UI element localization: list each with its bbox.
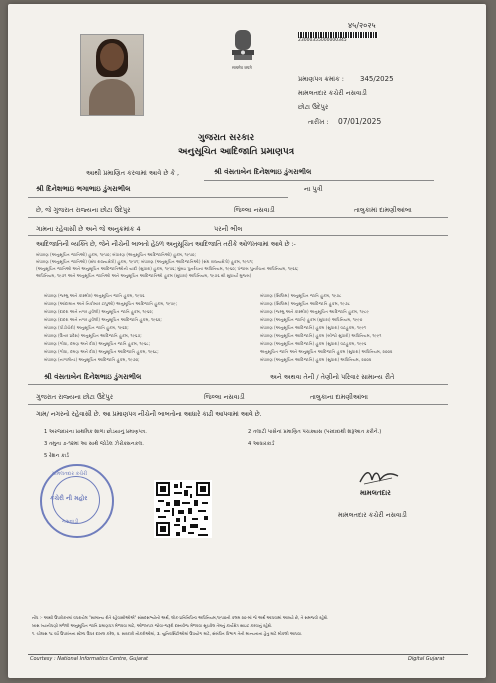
date-label: તારીખ : bbox=[308, 118, 329, 126]
taluka-text-2: તાલુકાના દામણીઆંબા bbox=[310, 393, 368, 401]
list-left-item: બંધારણ (નાગાલેન્ડ) અનુસૂચિત આદિજાતિ હુકમ, ૧૯૭૦; bbox=[44, 357, 140, 362]
district-text-2: જિલ્લા નસવાડી bbox=[204, 393, 245, 401]
document-item: 3 તમુના ૭-૧૨માં આ સાથે જોડેલ ઝેરોક્સનકલ. bbox=[44, 441, 144, 447]
list-right-item: અનુસૂચિત જાતિ અને અનુસૂચિત આદિજાતિ હુકમ (સુધારા) અધિનિયમ, ૨૦૦૨ bbox=[260, 349, 393, 354]
note-line: નોંધ :- આથી ઉપરોક્તમાં વપરાયેલ "સામાન્ય રીતે રહેવાસીઓએ" સંસદસભ્યોનો અર્થ, લોક-પ્રતિનિધિત્વ અધિનિયમ,૧૯૫૦ની કલમ ૨૦-માં જે અર્થ આપવામાં આવ્યો છે, તે સમજવો રહેશે. bbox=[32, 615, 329, 620]
list-right-item: બંધારણ (અનુસૂચિત જાતિ) હુકમ (સુધારા) અધિનિયમ, ૧૯૯૦ bbox=[260, 317, 363, 322]
tribe-recognition-text: આદિજાતિની વ્યક્તિ છે, જેને નીચેની બાબતો હેઠળ અનુસૂચિત આદિજાતિ તરીકે ઓળખવામાં આવે છે :- bbox=[36, 241, 296, 248]
list-right-item: બંધારણ (અનુસૂચિત આદિજાતિ) હુકમ (સુધારા) વટહુકમ, ૧૯૯૬ bbox=[260, 341, 367, 346]
taluka-text: તાલુકામાં દામણીઆંબા bbox=[354, 206, 412, 214]
state-district-text: છે, જે ગુજરાત રાજ્યના છોટા ઉદેપુર bbox=[36, 206, 131, 214]
family-text: અને અથવા તેની / તેણીનો પરિવાર સામાન્ય રીતે bbox=[270, 373, 395, 381]
list-right-item: બંધારણ (અનુસૂચિત આદિજાતિ) હુકમ (સુધારા) અધિનિયમ, ૨૦૦૨ bbox=[260, 357, 372, 362]
title-line1: ગુજરાત સરકાર bbox=[198, 133, 255, 143]
cert-no-label: પ્રમાણપત્ર ક્રમાંક : bbox=[298, 75, 344, 83]
list-right-item: બંધારણ (અનુસૂચિત આદિજાતિ) હુકમ (બીજો સુધારો) અધિનિયમ, ૧૯૯૧ bbox=[260, 333, 382, 338]
document-item: 5 રેશન કાર્ડ bbox=[44, 453, 69, 459]
applicant-photo bbox=[80, 34, 144, 116]
list-right-item: બંધારણ (સિક્કિમ) અનુસૂચિત આદિજાતિ હુકમ, ૧૯૭૮ bbox=[260, 301, 351, 306]
list-left-item: બંધારણ (પોંડીચેરી) અનુસૂચિત જાતિ હુકમ, ૧૯૬૪; bbox=[44, 325, 129, 330]
barcode-number: 23000355000000345 bbox=[298, 38, 347, 43]
signature-icon bbox=[358, 466, 402, 488]
office-seal: મામલતદાર કચેરી કચેરી ની મહોર નસવાડી bbox=[40, 464, 114, 538]
list-left-item: બંધારણ (દાદરા અને નગર હવેલી) અનુસૂચિત જાતિ હુકમ, ૧૯૬૨; bbox=[44, 309, 154, 314]
footer-brand: Digital Gujarat bbox=[408, 656, 445, 662]
emblem-text: सत्यमेव जयते bbox=[232, 65, 252, 70]
order-text-1: બંધારણ (અનુસૂચિત જાતિઓ) હુકમ, ૧૯૫૦; બંધારણ (અનુસૂચિત આદિજાતિઓ) હુકમ, ૧૯૫૦; bbox=[36, 252, 196, 257]
document-item: 1 અરજદારના પ્રાથમિક શાળા છોડયાનું પ્રમાણપત્ર. bbox=[44, 429, 147, 435]
applicant-name-repeat: શ્રી વંસતાબેન દિનેશભાઇ ડુંગરાભીલ bbox=[44, 373, 142, 381]
document-item: 2 તલાટી પાસેનાં પ્રમાણિત પંચક્યાસ (પરદાદાથી શરૂઆત કરીને.) bbox=[248, 429, 382, 435]
order-text-2: બંધારણ (અનુસૂચિત જાતિઓ) (સંઘ રાજ્યક્ષેત્રો) હુકમ, ૧૯૫૧; બંધારણ (અનુસૂચિત આદિજાતિઓ) (સંઘ રાજ્યક્ષેત્રો) હુકમ, ૧૯૫૧; bbox=[36, 259, 254, 264]
state-text: ગુજરાત રાજ્યના છોટા ઉદેપુર bbox=[36, 393, 114, 401]
order-text-4: અધિનિયમ, ૧૯૭૧ અને અનુસૂચિત જાતિઓ અને અનુસૂચિત આદિજાતિઓ હુકમ (સુધારા) અધિનિયમ, ૧૯૭૬ થી સુધાર્યા મુજબ) bbox=[36, 273, 252, 278]
basis-text: ગામ/ નગરનો રહેવાસી છે. આ પ્રમાણપત્ર નીચેની બાબતોના આધારે કાઢી આપવામાં આવે છે. bbox=[36, 411, 262, 418]
office-district: છોટા ઉદેપુર bbox=[298, 103, 329, 111]
na-putri-text: ના પુત્રી bbox=[304, 185, 323, 193]
list-left-item: બંધારણ (આંદામાન અને નિકોબાર ટાપુઓ) અનુસૂચિત આદિજાતિ હુકમ, ૧૯૫૯; bbox=[44, 301, 178, 306]
title-line2: અનુસૂચિત આદિજાતિ પ્રમાણપત્ર bbox=[178, 147, 295, 157]
applicant-name: શ્રી વંસતાબેન દિનેશભાઇ ડુંગરાભીલ bbox=[214, 168, 312, 176]
certificate-sheet bbox=[8, 4, 486, 678]
note-line: ૧. ચોક્કસ ૧૮ વર્ષ ઉપરાંતના સ્ટેમ્પ ઉપર દાખલ કરેલ, ૨. સરકારી નોકરીઓમાં, ૩. યુનિવર્સિટીઓમાં ઉપયોગ માટે, સંબંધિત વિભાગ તેની માન્યતાના હેતુ માટે મોકલી આપવા. bbox=[32, 631, 303, 636]
list-left-item: બંધારણ (દાદરા અને નગર હવેલી) અનુસૂચિત આદિજાતિ હુકમ, ૧૯૬૨; bbox=[44, 317, 162, 322]
tribe-text: પરની ભીલ bbox=[214, 225, 243, 233]
note-line: ખાસ ધ્યાનીપણો મળેલી અનુસૂચિત જાતિ પ્રમાણપત્ર મેળવવા માટે, ઓળખપત્ર જોવા-જરૂરી દસ્તાવેજ મેળવવા સૂચવેલ તેમનું કાર્યક્ષેત્ર સાઇટ કરવાનું રહેશે. bbox=[32, 623, 273, 628]
footer-courtesy: Courtesy : National Informatics Centre, Gujarat bbox=[30, 656, 148, 662]
intro-text: આથી પ્રમાણિત કરવામાં આવે છે કે , bbox=[86, 169, 180, 177]
district-text: જિલ્લા નસવાડી bbox=[234, 206, 275, 214]
list-left-item: બંધારણ (જમ્મુ અને કાશ્મીર) અનુસૂચિત જાતિ હુકમ, ૧૯૫૬ bbox=[44, 293, 145, 298]
list-right-item: બંધારણ (જમ્મુ અને કાશ્મીર) અનુસૂચિત આદિજાતિ હુકમ, ૧૯૮૯ bbox=[260, 309, 369, 314]
list-right-item: બંધારણ (સિક્કિમ) અનુસૂચિત જાતિ હુકમ, ૧૯૭૮ bbox=[260, 293, 342, 298]
cert-no: 345/2025 bbox=[360, 75, 394, 83]
order-text-3: (અનુસૂચિત જાતિઓ અને અનુસૂચિત આદિજાતિઓની યાદી (સુધારા) હુકમ, ૧૯૫૬; મુંબઇ પુનર્રચના અધિનિયમ, ૧૯૬૦; પંજાબ પુનર્રચના અધિનિયમ, ૧૯૬૬; bbox=[36, 266, 299, 271]
list-left-item: બંધારણ (ગોવા, દમણ અને દીવ) અનુસૂચિત જાતિ હુકમ, ૧૯૬૮; bbox=[44, 341, 151, 346]
father-name: શ્રી દિનેશભાઇ ભગાભાઇ ડુંગરાભીલ bbox=[36, 185, 131, 193]
document-item: 4 આધારકાર્ડ bbox=[248, 441, 275, 447]
issue-date: 07/01/2025 bbox=[338, 117, 382, 126]
signatory-office: મામલતદાર કચેરી નસવાડી bbox=[338, 511, 407, 519]
list-right-item: બંધારણ (અનુસૂચિત આદિજાતિ) હુકમ (સુધારા) વટહુકમ, ૧૯૯૧ bbox=[260, 325, 367, 330]
handwritten-number: ४५/२०२५ bbox=[348, 21, 376, 30]
signatory-title: મામલતદાર bbox=[360, 489, 391, 497]
list-left-item: બંધારણ (ઉત્તર પ્રદેશ) અનુસૂચિત આદિજાતિ હુકમ, ૧૯૬૭; bbox=[44, 333, 142, 338]
village-line: ગામના રહેવાસી છે અને જે અનુક્રમાંક 4 bbox=[36, 225, 141, 233]
issuing-office: મામલતદાર કચેરી નસવાડી bbox=[298, 89, 367, 97]
qr-code bbox=[154, 480, 212, 538]
list-left-item: બંધારણ (ગોવા, દમણ અને દીવ) અનુસૂચિત આદિજાતિ હુકમ, ૧૯૬૮; bbox=[44, 349, 159, 354]
